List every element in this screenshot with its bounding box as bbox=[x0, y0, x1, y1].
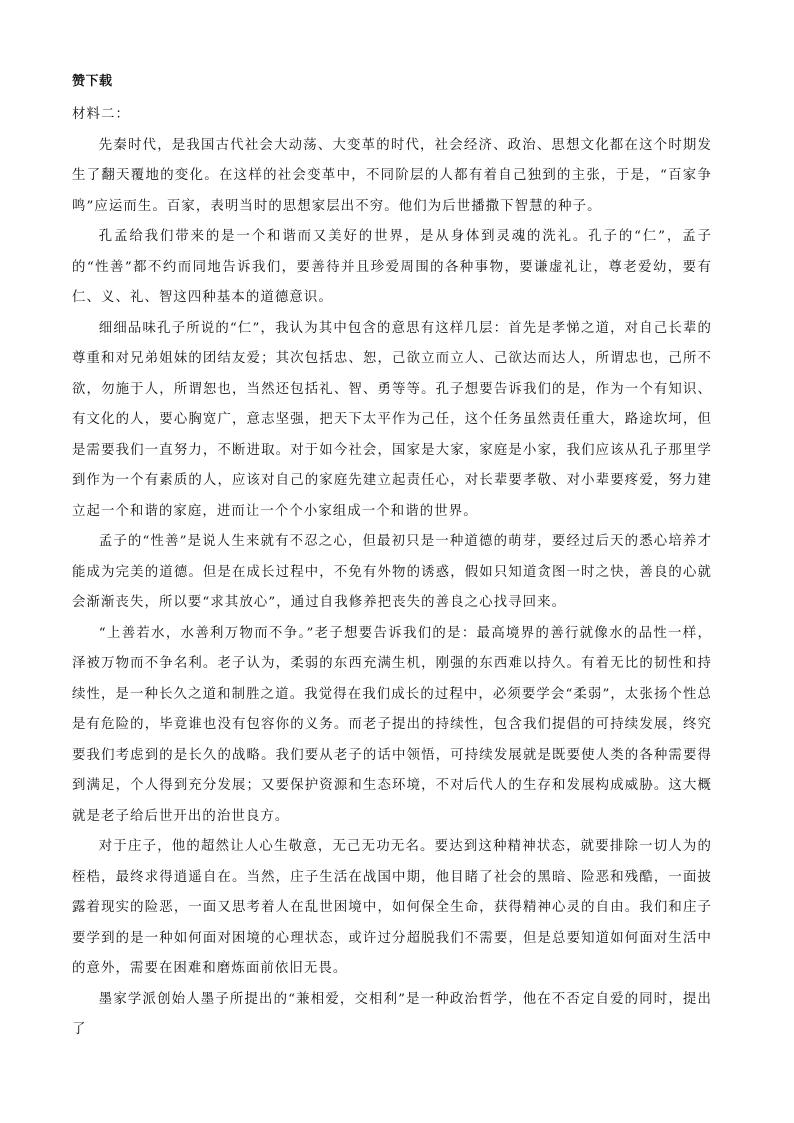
document-body bbox=[72, 100, 712, 1046]
paragraph: 对于庄子，他的超然让人心生敬意，无己无功无名。要达到这种精神状态，就要排除一切人为的桎梏，最终求得逍遥自在。当然，庄子生活在战国中期，他目睹了社会的黑暗、险恶和残酷，一面披露着现实的险恶，一面又思考着人在乱世困境中，如何保全生命，获得精神心灵的自由。我们和庄子要学到的是一种如何面对困境的心理状态，或许过分超脱我们不需要，但是总要知道如何面对生活中的意外，需要在困难和磨炼面前依旧无畏。 bbox=[72, 839, 712, 976]
paragraph: 墨家学派创始人墨子所提出的“兼相爱，交相利”是一种政治哲学，他在不否定自爱的同时，提出了 bbox=[72, 991, 712, 1037]
paragraph: 孔孟给我们带来的是一个和谐而又美好的世界，是从身体到灵魂的洗礼。孔子的“仁”，孟子的“性善”都不约而同地告诉我们，要善待并且珍爱周围的各种事物，要谦虚礼让，尊老爱幼，要有仁、义、礼、智这四种基本的道德意识。 bbox=[72, 229, 712, 305]
paragraph: 孟子的“性善”是说人生来就有不忍之心，但最初只是一种道德的萌芽，要经过后天的悉心培养才能成为完美的道德。但是在成长过程中，不免有外物的诱惑，假如只知道贪图一时之快，善良的心就会渐渐丧失，所以要“求其放心”，通过自我修养把丧失的善良之心找寻回来。 bbox=[72, 534, 712, 610]
paragraph: “上善若水，水善利万物而不争。”老子想要告诉我们的是：最高境界的善行就像水的品性一样，泽被万物而不争名利。老子认为，柔弱的东西充满生机，刚强的东西难以持久。有着无比的韧性和持续性，是一种长久之道和制胜之道。我觉得在我们成长的过程中，必须要学会“柔弱”，太张扬个性总是有危险的，毕竟谁也没有包容你的义务。而老子提出的持续性，包含我们提倡的可持续发展，终究要我们考虑到的是长久的战略。我们要从老子的话中领悟，可持续发展就是既要使人类的各种需要得到满足，个人得到充分发展；又要保护资源和生态环境，不对后代人的生存和发展构成威胁。这大概就是老子给后世开出的治世良方。 bbox=[72, 625, 712, 824]
page-header: 赞下载 bbox=[72, 74, 113, 89]
paragraph: 先秦时代，是我国古代社会大动荡、大变革的时代，社会经济、政治、思想文化都在这个时期发生了翻天覆地的变化。在这样的社会变革中，不同阶层的人都有着自己独到的主张，于是，“百家争鸣”应运而生。百家，表明当时的思想家层出不穷。他们为后世播撒下智慧的种子。 bbox=[72, 137, 712, 214]
paragraph: 细细品味孔子所说的“仁”，我认为其中包含的意思有这样几层：首先是孝悌之道，对自己长辈的尊重和对兄弟姐妹的团结友爱；其次包括忠、恕，己欲立而立人、己欲达而达人，所谓忠也，己所不欲，勿施于人，所谓恕也，当然还包括礼、智、勇等等。孔子想要告诉我们的是，作为一个有知识、有文化的人，要心胸宽广，意志坚强，把天下太平作为己任，这个任务虽然责任重大，路途坎坷，但是需要我们一直努力，不断进取。对于如今社会，国家是大家，家庭是小家，我们应该从孔子那里学到作为一个有素质的人，应该对自己的家庭先建立起责任心，对长辈要孝敬、对小辈要疼爱，努力建立起一个和谐的家庭，进而让一个个小家组成一个和谐的世界。 bbox=[72, 320, 712, 519]
material-label: 材料二： bbox=[72, 107, 130, 122]
